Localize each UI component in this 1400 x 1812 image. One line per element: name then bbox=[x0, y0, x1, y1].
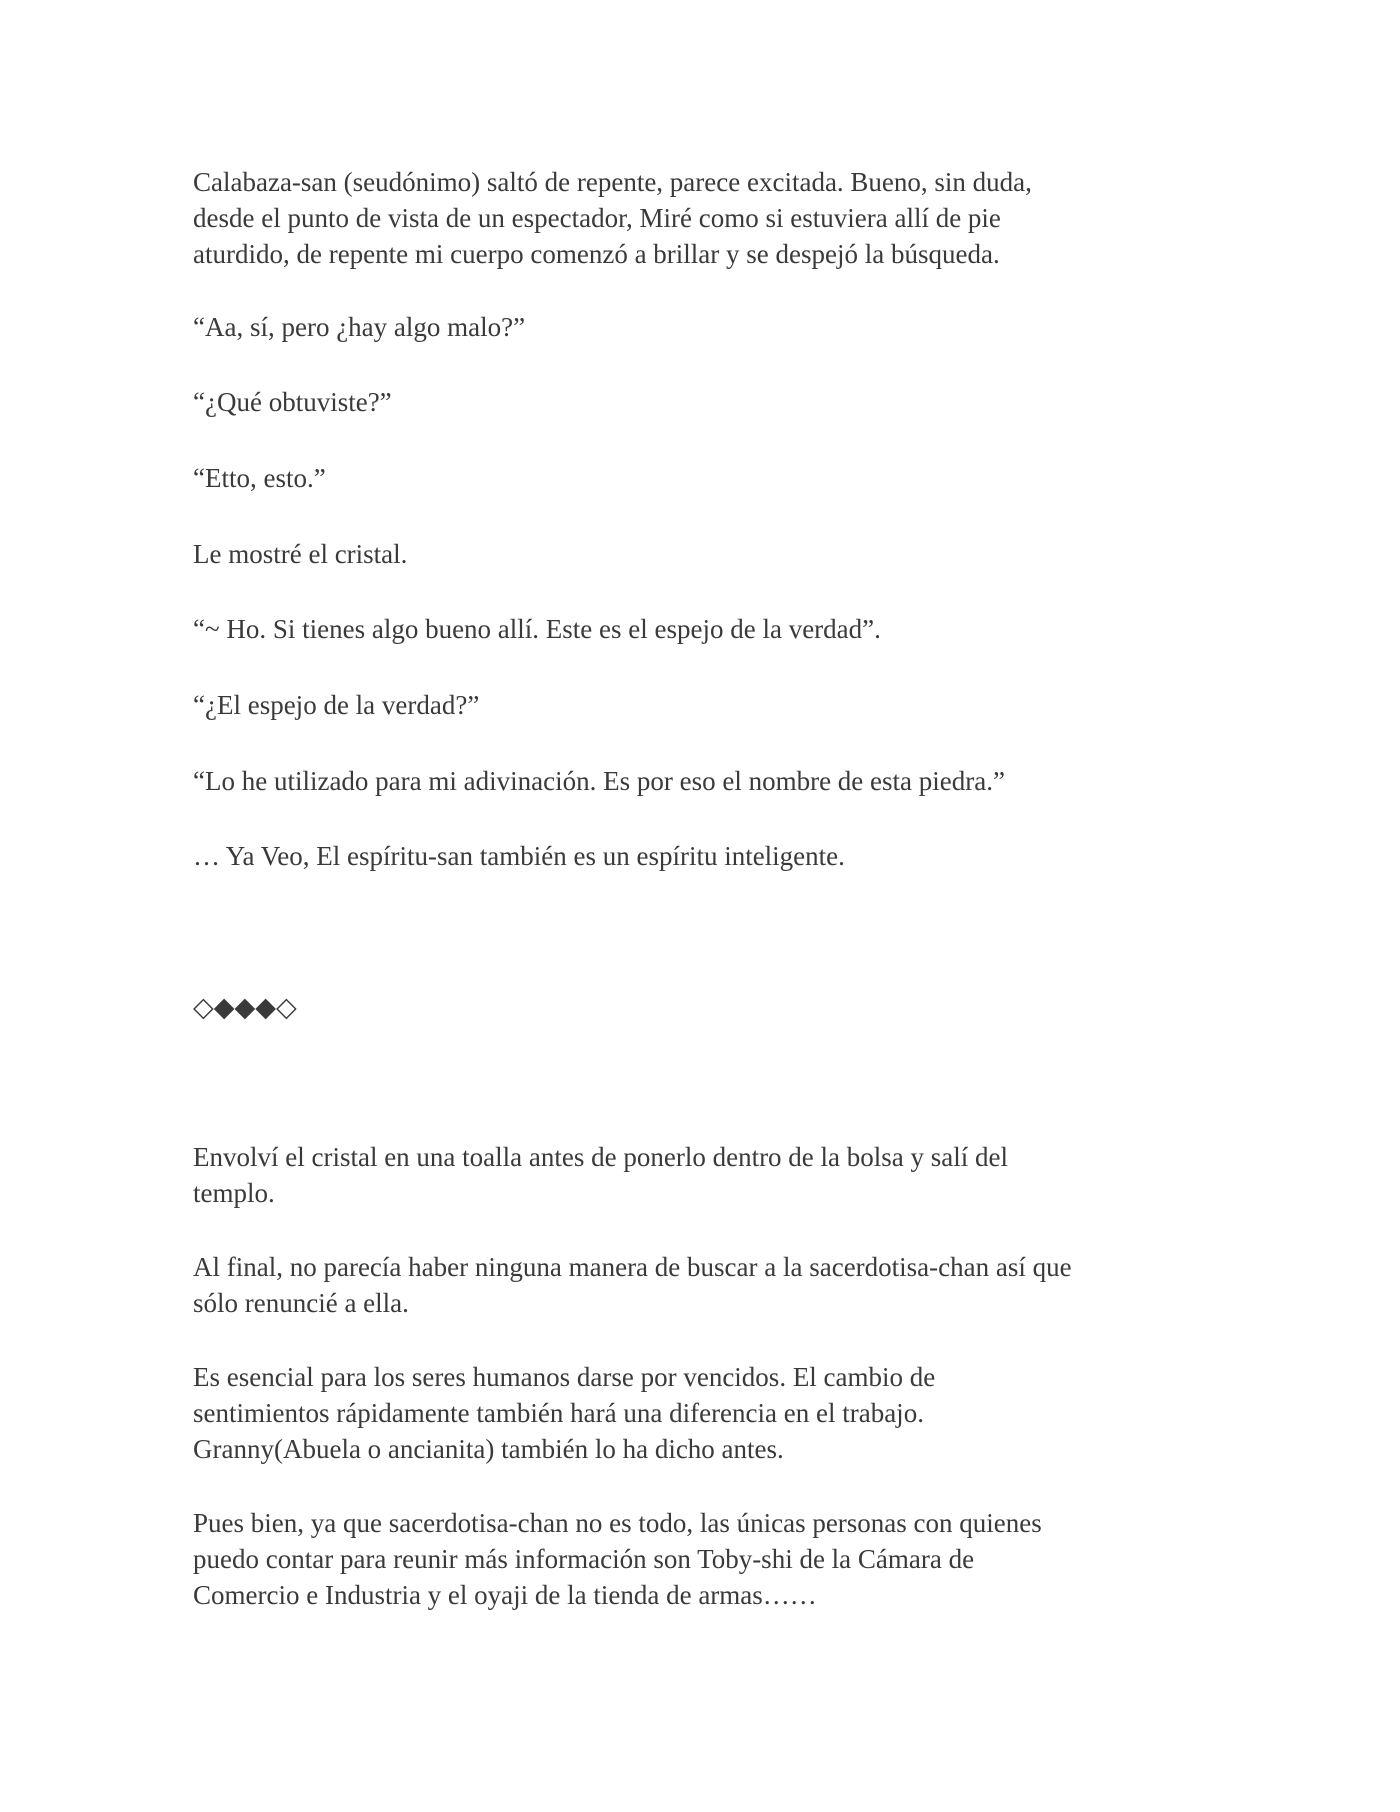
paragraph-13 bbox=[193, 1505, 1223, 1613]
paragraph-11 bbox=[193, 1249, 1223, 1321]
scene-break-divider bbox=[193, 989, 1223, 1025]
text-line: “¿Qué obtuviste?” bbox=[193, 387, 392, 417]
paragraph-12 bbox=[193, 1359, 1223, 1467]
text-line: Envolví el cristal en una toalla antes de ponerlo dentro de la bolsa y salí del bbox=[193, 1142, 1008, 1172]
text-line: Calabaza-san (seudónimo) saltó de repente, parece excitada. Bueno, sin duda, bbox=[193, 167, 1032, 197]
text-line: aturdido, de repente mi cuerpo comenzó a brillar y se despejó la búsqueda. bbox=[193, 239, 1000, 269]
text-line: Al final, no parecía haber ninguna manera de buscar a la sacerdotisa-chan así que bbox=[193, 1252, 1072, 1282]
text-line: Le mostré el cristal. bbox=[193, 539, 408, 569]
text-line: … Ya Veo, El espíritu-san también es un espíritu inteligente. bbox=[193, 841, 845, 871]
paragraph-7 bbox=[193, 687, 1223, 723]
text-line: desde el punto de vista de un espectador, Miré como si estuviera allí de pie bbox=[193, 203, 1001, 233]
paragraph-8 bbox=[193, 763, 1223, 799]
paragraph-1 bbox=[193, 164, 1223, 272]
paragraph-4 bbox=[193, 460, 1223, 496]
text-line: Es esencial para los seres humanos darse por vencidos. El cambio de bbox=[193, 1362, 936, 1392]
paragraph-5 bbox=[193, 536, 1223, 572]
paragraph-2 bbox=[193, 309, 1223, 345]
text-line: Pues bien, ya que sacerdotisa-chan no es todo, las únicas personas con quienes bbox=[193, 1508, 1042, 1538]
text-line: “~ Ho. Si tienes algo bueno allí. Este es el espejo de la verdad”. bbox=[193, 614, 881, 644]
text-line: sentimientos rápidamente también hará una diferencia en el trabajo. bbox=[193, 1398, 924, 1428]
paragraph-6 bbox=[193, 611, 1223, 647]
paragraph-3 bbox=[193, 384, 1223, 420]
paragraph-9 bbox=[193, 838, 1223, 874]
text-line: puedo contar para reunir más información son Toby-shi de la Cámara de bbox=[193, 1544, 975, 1574]
text-line: “Lo he utilizado para mi adivinación. Es por eso el nombre de esta piedra.” bbox=[193, 766, 1005, 796]
text-line: sólo renuncié a ella. bbox=[193, 1288, 409, 1318]
text-line: Comercio e Industria y el oyaji de la tienda de armas…… bbox=[193, 1580, 817, 1610]
diamond-divider-text: ◇◆◆◆◇ bbox=[193, 992, 297, 1022]
text-line: Granny(Abuela o ancianita) también lo ha dicho antes. bbox=[193, 1434, 784, 1464]
paragraph-10 bbox=[193, 1139, 1223, 1211]
text-line: templo. bbox=[193, 1178, 275, 1208]
text-line: “¿El espejo de la verdad?” bbox=[193, 690, 480, 720]
text-line: “Aa, sí, pero ¿hay algo malo?” bbox=[193, 312, 526, 342]
text-line: “Etto, esto.” bbox=[193, 463, 326, 493]
